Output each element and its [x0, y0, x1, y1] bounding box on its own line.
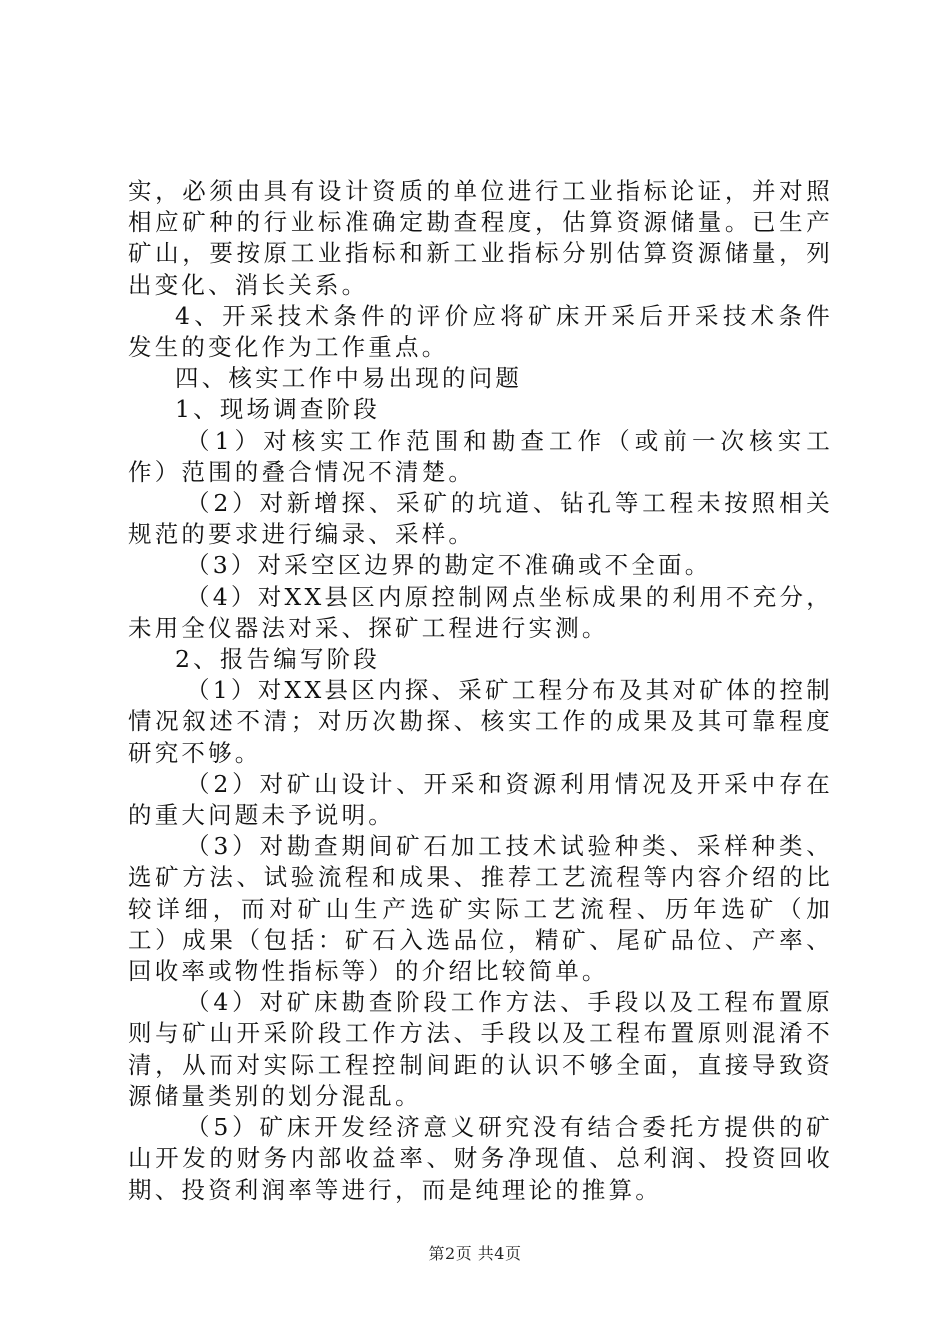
list-item: （1）对XX县区内探、采矿工程分布及其对矿体的控制情况叙述不清；对历次勘探、核实工作的成果及其可靠程度研究不够。 — [128, 676, 833, 767]
list-item: （1）对核实工作范围和勘查工作（或前一次核实工作）范围的叠合情况不清楚。 — [128, 426, 833, 486]
paragraph-continuation: 实，必须由具有设计资质的单位进行工业指标论证，并对照相应矿种的行业标准确定勘查程度，估算资源储量。已生产矿山，要按原工业指标和新工业指标分别估算资源储量，列出变化、消长关系。 — [128, 177, 833, 299]
list-item: （4）对矿床勘查阶段工作方法、手段以及工程布置原则与矿山开采阶段工作方法、手段以及工程布置原则混淆不清，从而对实际工程控制间距的认识不够全面，直接导致资源储量类别的划分混乱。 — [128, 988, 833, 1110]
list-item: （3）对采空区边界的勘定不准确或不全面。 — [186, 551, 712, 580]
list-item: （3）对勘查期间矿石加工技术试验种类、采样种类、选矿方法、试验流程和成果、推荐工艺流程等内容介绍的比较详细，而对矿山生产选矿实际工艺流程、历年选矿（加工）成果（包括：矿石入选品位，精矿、尾矿品位、产率、回收率或物性指标等）的介绍比较简单。 — [128, 832, 833, 986]
list-item: （2）对新增探、采矿的坑道、钻孔等工程未按照相关规范的要求进行编录、采样。 — [128, 489, 833, 549]
list-item: （4）对XX县区内原控制网点坐标成果的利用不充分，未用全仪器法对采、探矿工程进行实测。 — [128, 582, 833, 642]
subsection-heading-1: 1、现场调查阶段 — [175, 395, 381, 424]
subsection-heading-2: 2、报告编写阶段 — [175, 645, 381, 674]
list-item: （5）矿床开发经济意义研究没有结合委托方提供的矿山开发的财务内部收益率、财务净现值、总利润、投资回收期、投资利润率等进行，而是纯理论的推算。 — [128, 1113, 833, 1204]
paragraph-item-4: 4、开采技术条件的评价应将矿床开采后开采技术条件发生的变化作为工作重点。 — [128, 301, 833, 362]
page-number-footer: 第2页 共4页 — [428, 1244, 522, 1263]
document-body — [128, 176, 833, 1206]
list-item: （2）对矿山设计、开采和资源利用情况及开采中存在的重大问题未予说明。 — [128, 769, 833, 830]
section-heading: 四、核实工作中易出现的问题 — [175, 364, 523, 393]
